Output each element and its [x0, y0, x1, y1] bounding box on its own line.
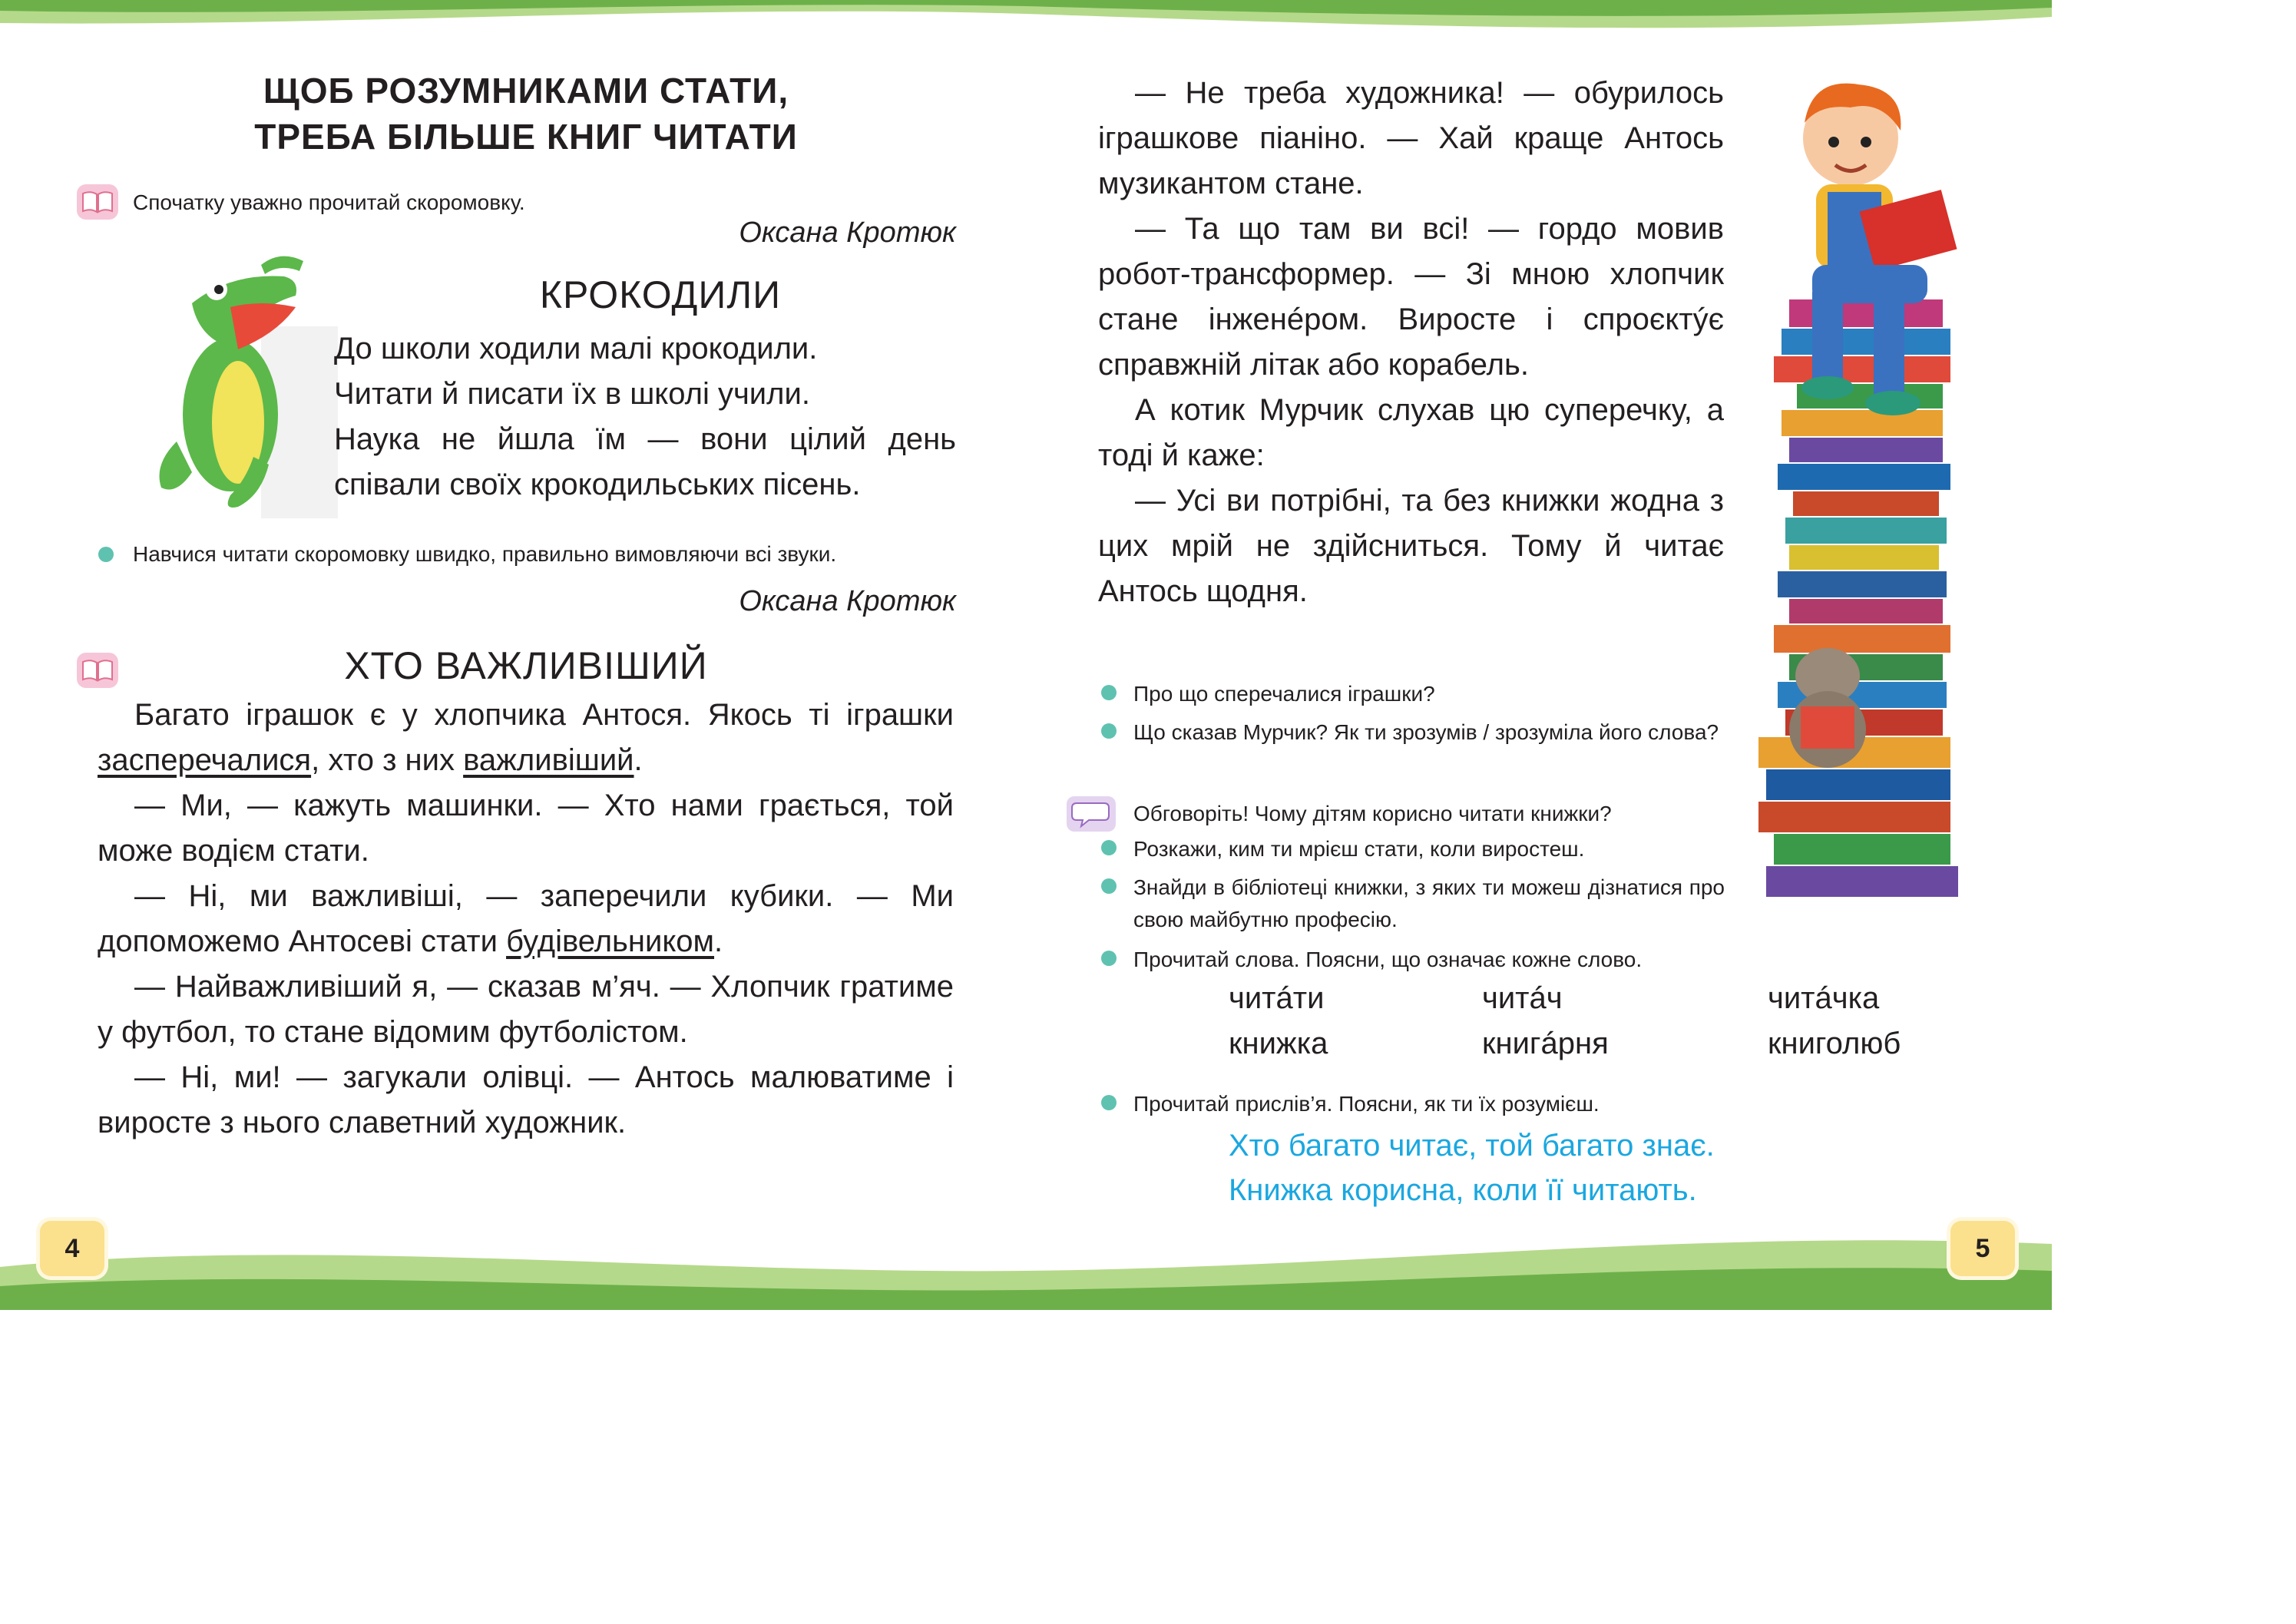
page-number-left: 4: [40, 1221, 104, 1276]
story-title: ХТО ВАЖЛИВІШИЙ: [344, 644, 708, 687]
poem-line: До школи ходили малі крокодили.: [334, 332, 818, 365]
bullet-dot: [98, 547, 114, 562]
bullet-dot: [1101, 878, 1117, 894]
bullet-dot: [1101, 723, 1117, 739]
page-number-right: 5: [1950, 1221, 2015, 1276]
story-paragraph: А котик Мурчик слухав цю суперечку, а тоді й каже:: [1098, 393, 1724, 472]
story-text-right: [1098, 71, 1724, 614]
question-2: Що сказав Мурчик? Як ти зрозумів / зрозуміла його слова?: [1133, 720, 1719, 744]
story-paragraph: Багато іграшок є у хлопчика Антося. Якось ті іграшки засперечалися, хто з них важливіший.: [98, 698, 954, 777]
story-paragraph: — Не треба художника! — обурилось іграшкове піаніно. — Хай краще Антось музикантом стане.: [1098, 76, 1724, 200]
boy-on-books-illustration: [1743, 69, 2004, 906]
poem-line: Наука не йшла їм — вони цілий день: [334, 422, 956, 456]
instruction-read-tongue-twister: Спочатку уважно прочитай скоромовку.: [133, 190, 525, 214]
vocab-word: читáчка: [1768, 981, 1880, 1015]
crocodile-illustration: [146, 234, 338, 518]
poem-text: [334, 326, 956, 508]
task-1: Розкажи, ким ти мрієш стати, коли виростеш.: [1133, 837, 1585, 861]
title-line-1: ЩОБ РОЗУМНИКАМИ СТАТИ,: [263, 71, 789, 111]
vocab-word: читáти: [1229, 981, 1325, 1015]
title-line-2: ТРЕБА БІЛЬШЕ КНИГ ЧИТАТИ: [254, 117, 798, 157]
author-name: Оксана Кротюк: [739, 585, 956, 617]
proverb-task: Прочитай прислів’я. Поясни, як ти їх розумієш.: [1133, 1092, 1600, 1116]
poem-line: співали своїх крокодильських пісень.: [334, 468, 861, 501]
vocab-word: книголюб: [1768, 1027, 1901, 1060]
story-paragraph: — Та що там ви всі! — гордо мовив робот-трансформер. — Зі мною хлопчик стане інженéром. Виросте і спроєктýє справжній літак або корабель.: [1098, 212, 1724, 382]
bullet-dot: [1101, 951, 1117, 966]
stressed-word: важливіший: [463, 743, 634, 777]
instruction-read-fast: Навчися читати скоромовку швидко, правильно вимовляючи всі звуки.: [133, 542, 837, 566]
open-book-icon: [75, 651, 120, 690]
task-3: Прочитай слова. Поясни, що означає кожне слово.: [1133, 948, 1643, 971]
proverb-line: Книжка корисна, коли її читають.: [1229, 1173, 1697, 1207]
vocab-word: читáч: [1482, 981, 1563, 1015]
discussion-prompt: Обговоріть! Чому дітям корисно читати книжки?: [1133, 802, 1612, 825]
story-paragraph: — Ні, ми! — загукали олівці. — Антось малюватиме і виросте з нього славетний художник.: [98, 1060, 954, 1139]
top-wave-decoration: [0, 0, 2052, 46]
story-paragraph: — Ні, ми важливіші, — заперечили кубики. — Ми допоможемо Антосеві стати будівельником.: [98, 879, 954, 958]
bottom-wave-decoration: [0, 1213, 2052, 1310]
story-text-left: [98, 693, 954, 1146]
story-paragraph: — Усі ви потрібні, та без книжки жодна з цих мрій не здійсниться. Тому й читає Антось щодня.: [1098, 484, 1724, 608]
poem-line: Читати й писати їх в школі учили.: [334, 377, 810, 411]
proverbs: [1229, 1123, 1843, 1212]
bullet-dot: [1101, 1095, 1117, 1110]
vocab-word: книжка: [1229, 1027, 1328, 1060]
page-title: [100, 68, 952, 160]
proverb-line: Хто багато читає, той багато знає.: [1229, 1129, 1715, 1163]
speech-bubble-icon: [1066, 795, 1117, 832]
task-2: Знайди в бібліотеці книжки, з яких ти можеш дізнатися про свою майбутню професію.: [1133, 875, 1725, 931]
author-name: Оксана Кротюк: [739, 217, 956, 249]
stressed-word: будівельником: [506, 924, 715, 958]
story-paragraph: — Ми, — кажуть машинки. — Хто нами грається, той може водієм стати.: [98, 789, 954, 868]
poem-title: КРОКОДИЛИ: [539, 273, 782, 316]
question-1: Про що сперечалися іграшки?: [1133, 682, 1435, 706]
open-book-icon: [75, 183, 120, 221]
story-paragraph: — Найважливіший я, — сказав м’яч. — Хлопчик гратиме у футбол, то стане відомим футболістом.: [98, 970, 954, 1049]
bullet-dot: [1101, 685, 1117, 700]
stressed-word: засперечалися: [98, 743, 312, 777]
vocab-word: книгáрня: [1482, 1027, 1609, 1060]
bullet-dot: [1101, 840, 1117, 855]
